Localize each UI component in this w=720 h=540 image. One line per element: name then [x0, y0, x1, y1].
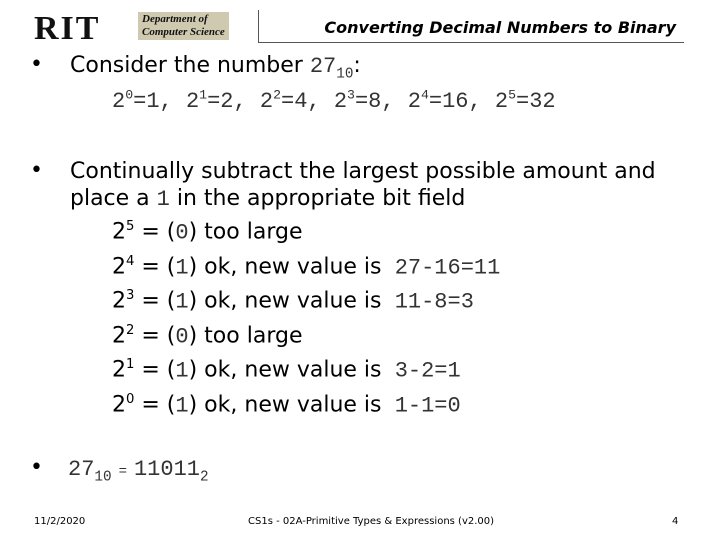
footer-course: CS1s - 02A-Primitive Types & Expressions (v2.00) — [248, 516, 495, 527]
bullet-1-marker: • — [30, 52, 43, 77]
step-row: $2^0 = (1)$ ok, new value is 1-1=0 — [112, 391, 461, 418]
slide-title: Converting Decimal Numbers to Binary — [324, 18, 676, 37]
bullet-2-marker: • — [30, 158, 43, 183]
bit-code: 1 — [156, 187, 170, 212]
binary-result: 11011 — [133, 457, 200, 482]
power-of-two: $2^2=4$, — [259, 88, 334, 115]
step-row: $2^4 = (1)$ ok, new value is 27-16=11 — [112, 253, 501, 280]
rit-logo — [34, 8, 244, 48]
logo-dept-line1: Department of — [142, 13, 208, 25]
title-box — [258, 10, 684, 43]
logo-department — [138, 12, 229, 40]
bullet-2-line1: Continually subtract the largest possible amount and — [70, 159, 656, 184]
bullet-1-text — [70, 53, 361, 82]
power-of-two: $2^0=1$, — [112, 88, 186, 115]
bullet-2-line2: place a 1 in the appropriate bit field — [70, 186, 466, 212]
power-of-two: $2^3=8$, — [333, 88, 408, 115]
footer-date: 11/2/2020 — [34, 516, 86, 527]
step-row: $2^3 = (1)$ ok, new value is 11-8=3 — [112, 288, 474, 315]
equals-sign: = — [118, 464, 127, 480]
logo-letters: RIT — [34, 10, 101, 47]
power-of-two: $2^5=32$ — [494, 88, 556, 115]
step-row: $2^2 = (0)$ too large — [112, 322, 303, 349]
step-row: $2^1 = (1)$ ok, new value is 3-2=1 — [112, 357, 461, 384]
power-of-two: $2^4=16$, — [407, 88, 495, 115]
footer-page-number: 4 — [672, 516, 679, 527]
result-line: $27_{10} = 11011_2$ — [68, 457, 209, 486]
step-row: $2^5 = (0)$ too large — [112, 219, 303, 246]
powers-of-two-line — [112, 88, 556, 114]
logo-dept-line2: Computer Science — [142, 26, 225, 38]
power-of-two: $2^1=2$, — [185, 88, 260, 115]
bullet-3-marker: • — [30, 455, 43, 480]
number-27: $27_{10}$ — [309, 54, 354, 83]
bullet-1-label: Consider the number — [70, 53, 303, 78]
bullet-1-colon: : — [353, 53, 361, 78]
